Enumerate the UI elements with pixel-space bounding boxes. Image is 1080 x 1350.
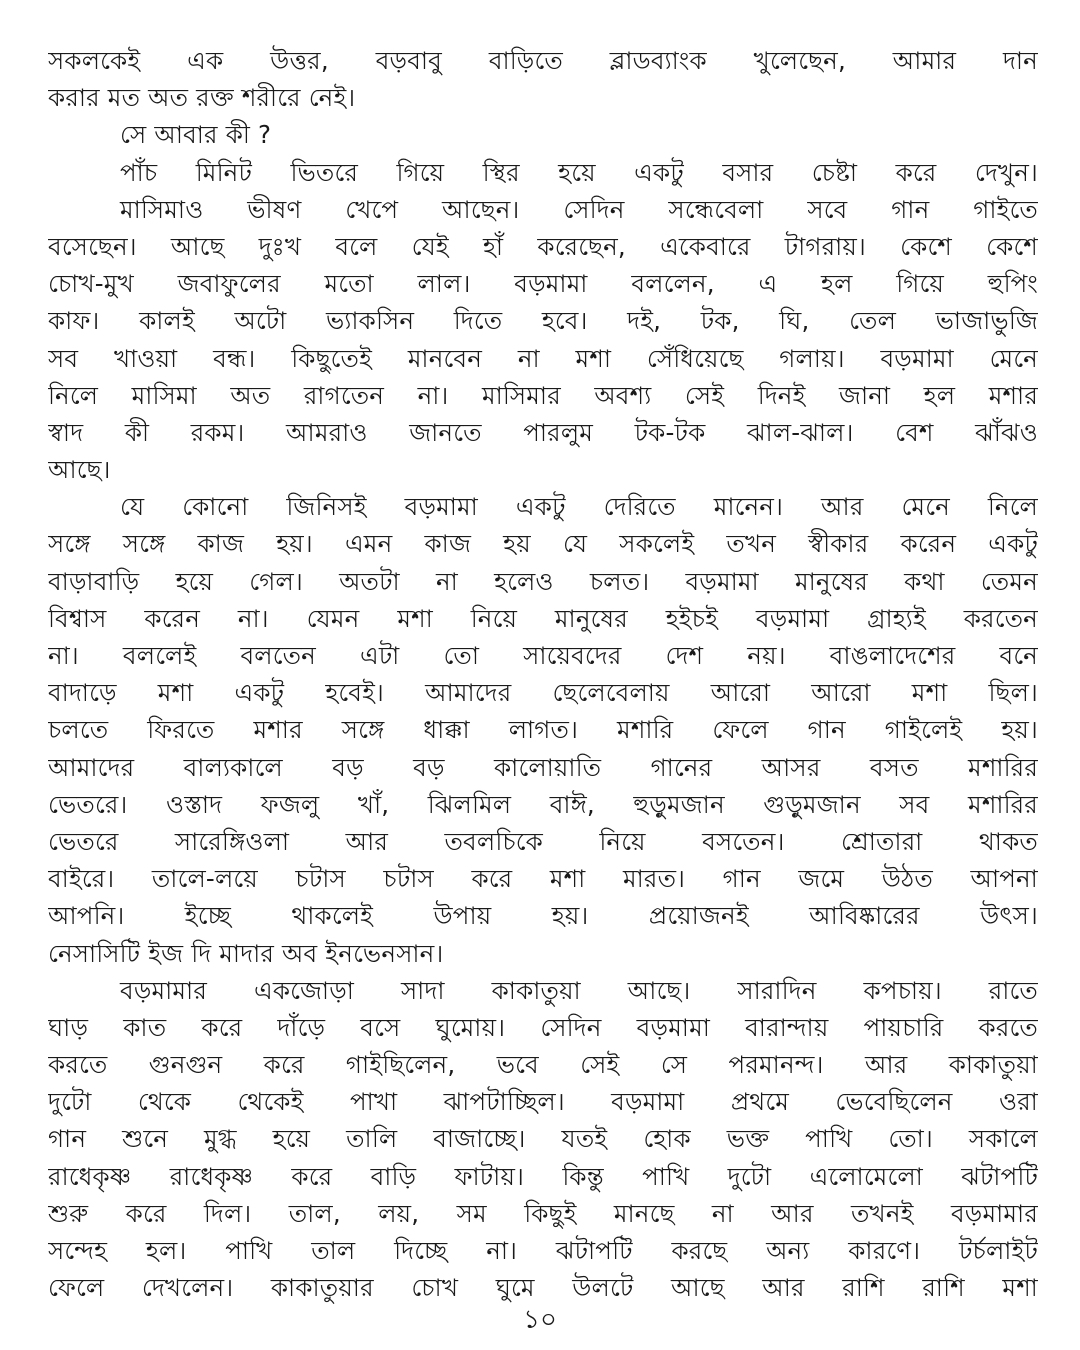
text-line: ফেলে দেখলেন। কাকাতুয়ার চোখ ঘুমে উলটে আছে আর রাশি রাশি মশা — [48, 1273, 1038, 1303]
text-line: বাড়াবাড়ি হয়ে গেল। অতটা না হলেও চলত। বড়মামা মানুষের কথা তেমন — [48, 566, 1038, 596]
text-line: রাধেকৃষ্ণ রাধেকৃষ্ণ করে বাড়ি ফাটায়। কিন্তু পাখি দুটো এলোমেলো ঝটাপটি — [48, 1161, 1038, 1191]
text-line: চোখ-মুখ জবাফুলের মতো লাল। বড়মামা বললেন, এ হল গিয়ে হুপিং — [48, 269, 1038, 299]
page-number: ১০ — [523, 1305, 557, 1335]
text-line: নিলে মাসিমা অত রাগতেন না। মাসিমার অবশ্য সেই দিনই জানা হল মশার — [48, 380, 1038, 410]
text-line: সব খাওয়া বন্ধ। কিছুতেই মানবেন না মশা সেঁধিয়েছে গলায়। বড়মামা মেনে — [48, 343, 1038, 373]
text-line: পাঁচ মিনিট ভিতরে গিয়ে স্থির হয়ে একটু বসার চেষ্টা করে দেখুন। — [120, 157, 1038, 187]
text-line: কাফ। কালই অটো ভ্যাকসিন দিতে হবে। দই, টক, ঘি, তেল ভাজাভুজি — [48, 306, 1038, 336]
text-line: যে কোনো জিনিসই বড়মামা একটু দেরিতে মানেন। আর মেনে নিলে — [120, 492, 1038, 522]
text-line: ভেতরে সারেঙ্গিওলা আর তবলচিকে নিয়ে বসতেন। শ্রোতারা থাকত — [48, 826, 1038, 856]
text-line: ঘাড় কাত করে দাঁড়ে বসে ঘুমোয়। সেদিন বড়মামা বারান্দায় পায়চারি করতে — [48, 1012, 1038, 1042]
text-line: মাসিমাও ভীষণ খেপে আছেন। সেদিন সন্ধেবেলা সবে গান গাইতে — [120, 194, 1038, 224]
text-line: বিশ্বাস করেন না। যেমন মশা নিয়ে মানুষের হইচই বড়মামা গ্রাহ্যই করতেন — [48, 603, 1038, 633]
text-line: শুরু করে দিল। তাল, লয়, সম কিছুই মানছে না আর তখনই বড়মামার — [48, 1198, 1038, 1228]
body-text — [48, 42, 1038, 1306]
text-line: স্বাদ কী রকম। আমরাও জানতে পারলুম টক-টক ঝাল-ঝাল। বেশ ঝাঁঝও — [48, 417, 1038, 447]
text-line: না। বললেই বলতেন এটা তো সায়েবদের দেশ নয়। বাঙলাদেশের বনে — [48, 641, 1038, 670]
text-line: ভেতরে। ওস্তাদ ফজলু খাঁ, ঝিলমিল বাঈ, হুড়ুমজান গুড়ুমজান সব মশারির — [48, 789, 1038, 819]
text-line: বসেছেন। আছে দুঃখ বলে যেই হাঁ করেছেন, একেবারে টাগরায়। কেশে কেশে — [48, 231, 1038, 261]
text-line: বড়মামার একজোড়া সাদা কাকাতুয়া আছে। সারাদিন কপচায়। রাতে — [120, 975, 1038, 1005]
text-line: গান শুনে মুগ্ধ হয়ে তালি বাজাচ্ছে। যতই হোক ভক্ত পাখি তো। সকালে — [48, 1124, 1038, 1154]
text-line: সে আবার কী ? — [120, 120, 272, 150]
text-line: দুটো থেকে থেকেই পাখা ঝাপটাচ্ছিল। বড়মামা প্রথমে ভেবেছিলেন ওরা — [48, 1087, 1038, 1117]
text-line: নেসাসিটি ইজ দি মাদার অব ইনভেনসান। — [48, 938, 444, 968]
text-line: বাদাড়ে মশা একটু হবেই। আমাদের ছেলেবেলায় আরো আরো মশা ছিল। — [48, 678, 1038, 708]
text-line: সকলকেই এক উত্তর, বড়বাবু বাড়িতে ব্লাডব্যাংক খুলেছেন, আমার দান — [48, 46, 1038, 75]
text-line: চলতে ফিরতে মশার সঙ্গে ধাক্কা লাগত। মশারি ফেলে গান গাইলেই হয়। — [48, 715, 1038, 745]
text-line: বাইরে। তালে-লয়ে চটাস চটাস করে মশা মারত। গান জমে উঠত আপনা — [48, 864, 1038, 894]
text-line: আমাদের বাল্যকালে বড় বড় কালোয়াতি গানের আসর বসত মশারির — [48, 752, 1038, 782]
text-line: আছে। — [48, 455, 111, 485]
text-line: আপনি। ইচ্ছে থাকলেই উপায় হয়। প্রয়োজনই আবিষ্কারের উৎস। — [48, 901, 1038, 931]
text-line: সঙ্গে সঙ্গে কাজ হয়। এমন কাজ হয় যে সকলেই তখন স্বীকার করেন একটু — [48, 529, 1038, 559]
text-line: করতে গুনগুন করে গাইছিলেন, ভবে সেই সে পরমানন্দ। আর কাকাতুয়া — [48, 1050, 1038, 1080]
text-line: সন্দেহ হল। পাখি তাল দিচ্ছে না। ঝটাপটি করছে অন্য কারণে। টর্চলাইট — [48, 1236, 1038, 1265]
text-line: করার মত অত রক্ত শরীরে নেই। — [48, 83, 356, 113]
